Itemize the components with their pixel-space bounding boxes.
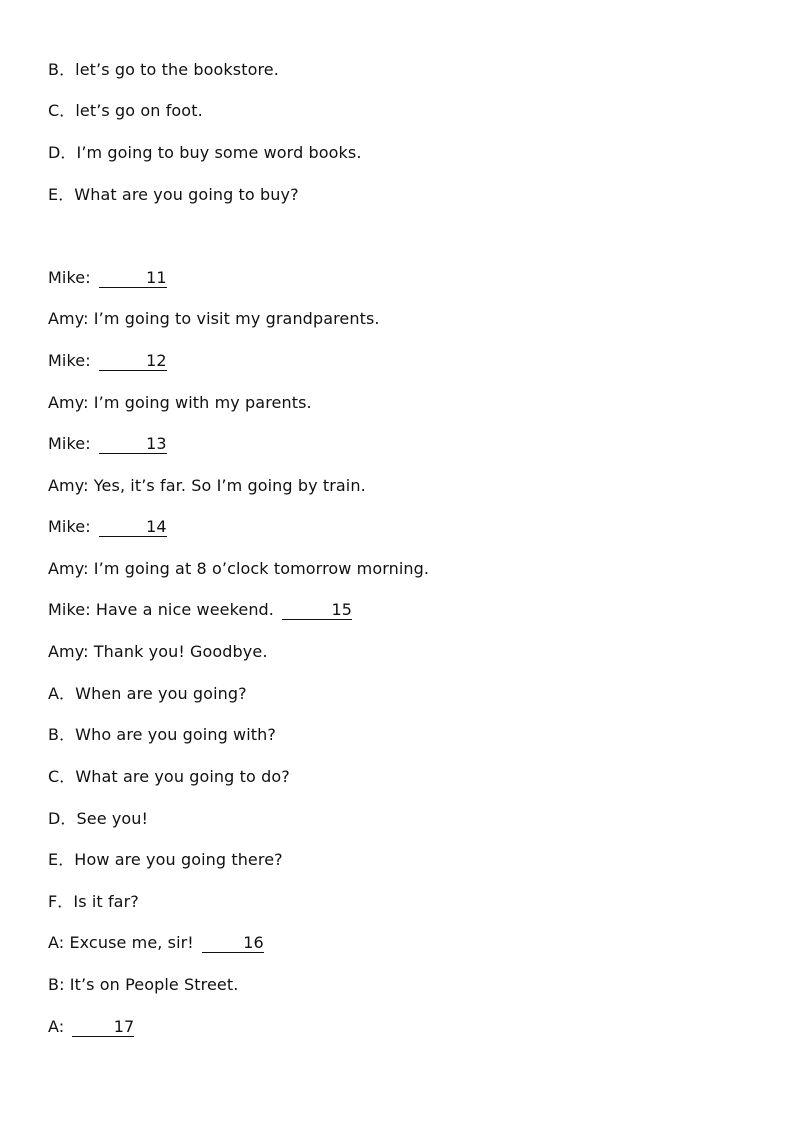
dialogue-line-mike-14 [48, 517, 167, 537]
option-a-bottom: A．When are you going? [48, 684, 247, 703]
option-c-bottom: C．What are you going to do? [48, 767, 290, 786]
option-f-bottom: F．Is it far? [48, 892, 139, 911]
dialogue-line-amy-4: Amy: I’m going at 8 o’clock tomorrow morning. [48, 559, 430, 578]
dialogue-line-amy-5: Amy: Thank you! Goodbye. [48, 642, 268, 661]
answer-blank-17: 17 [72, 1018, 134, 1037]
answer-blank-14: 14 [99, 518, 167, 537]
answer-blank-11: 11 [99, 269, 167, 288]
speaker-label: Mike: [48, 517, 91, 536]
option-d-bottom: D．See you! [48, 809, 149, 828]
dialogue-line-mike-11 [48, 268, 167, 288]
dialogue-line-mike-13 [48, 434, 167, 454]
dialogue2-line-b-1: B: It’s on People Street. [48, 975, 239, 994]
dialogue2-line-a-1 [48, 933, 264, 953]
speaker-label: Mike: [48, 434, 91, 453]
answer-blank-13: 13 [99, 435, 167, 454]
option-d-top: D．I’m going to buy some word books. [48, 143, 362, 162]
speaker-label: Mike: [48, 351, 91, 370]
option-e-top: E．What are you going to buy? [48, 185, 299, 204]
option-c-top: C．let’s go on foot. [48, 101, 203, 120]
answer-blank-12: 12 [99, 352, 167, 371]
dialogue2-line-a-2 [48, 1017, 134, 1037]
speaker-label: Mike: [48, 268, 91, 287]
answer-blank-16: 16 [202, 934, 264, 953]
option-b-bottom: B．Who are you going with? [48, 725, 276, 744]
dialogue-line-amy-3: Amy: Yes, it’s far. So I’m going by train. [48, 476, 366, 495]
answer-blank-15: 15 [282, 601, 352, 620]
dialogue-text: Mike: Have a nice weekend. [48, 600, 274, 619]
dialogue-line-amy-1: Amy: I’m going to visit my grandparents. [48, 309, 380, 328]
option-e-bottom: E．How are you going there? [48, 850, 283, 869]
option-b-top: B．let’s go to the bookstore. [48, 60, 279, 79]
dialogue-line-amy-2: Amy: I’m going with my parents. [48, 393, 312, 412]
speaker-label: A: [48, 1017, 65, 1036]
dialogue-text: A: Excuse me, sir! [48, 933, 194, 952]
dialogue-line-mike-15 [48, 600, 352, 620]
dialogue-line-mike-12 [48, 351, 167, 371]
